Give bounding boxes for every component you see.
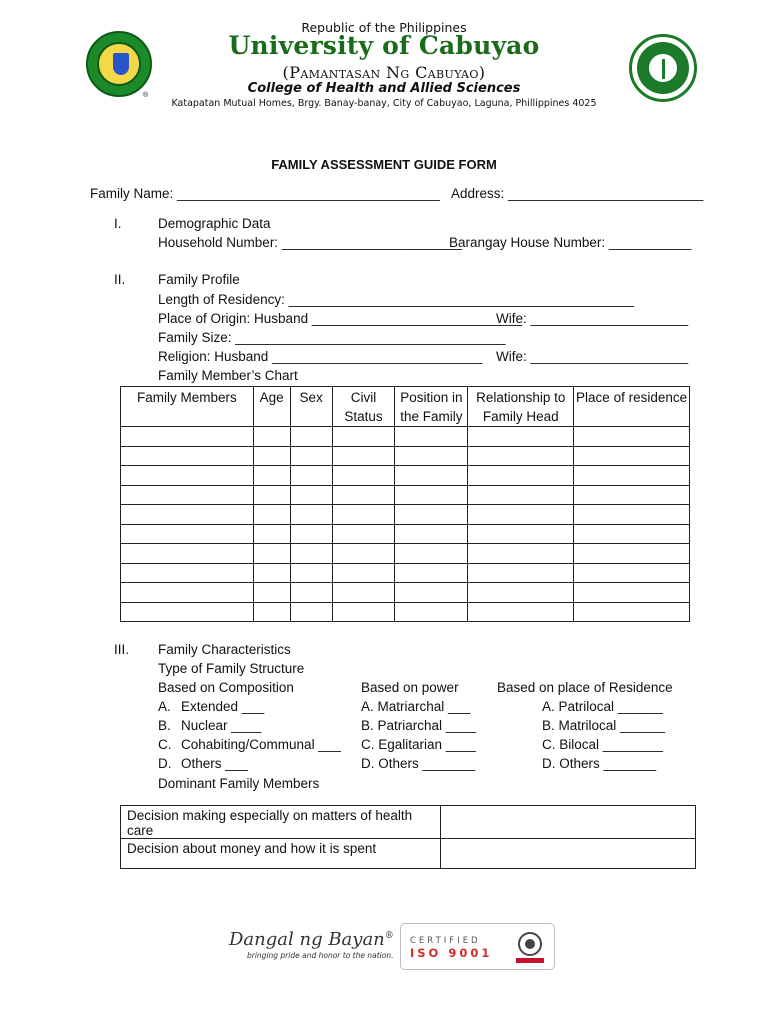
table-cell — [253, 427, 290, 447]
college-seal-icon — [629, 34, 697, 102]
composition-option: Extended ___ — [181, 699, 265, 714]
table-header-row — [121, 387, 690, 427]
table-cell — [395, 466, 468, 486]
address-field: Address: __________________________ — [451, 186, 704, 201]
table-cell — [290, 544, 332, 564]
table-cell — [332, 446, 395, 466]
table-cell — [395, 563, 468, 583]
university-name: University of Cabuyao — [228, 31, 540, 60]
section-numeral: I. — [114, 216, 122, 231]
table-cell — [468, 602, 574, 622]
composition-option: Others ___ — [181, 756, 248, 771]
table-cell — [253, 563, 290, 583]
table-cell — [468, 427, 574, 447]
decision-table — [120, 805, 696, 869]
table-cell — [253, 446, 290, 466]
decision-label: Decision about money and how it is spent — [121, 839, 441, 869]
section-heading: Family Profile — [158, 272, 240, 287]
power-heading: Based on power — [361, 680, 459, 695]
table-cell — [121, 544, 254, 564]
dangal-ng-bayan-logo: Dangal ng Bayan® — [229, 929, 394, 950]
power-option: C. Egalitarian ____ — [361, 737, 476, 752]
table-cell — [332, 524, 395, 544]
table-cell — [468, 583, 574, 603]
table-cell — [121, 563, 254, 583]
table-cell — [395, 544, 468, 564]
table-cell — [253, 602, 290, 622]
republic-line: Republic of the Philippines — [301, 20, 467, 35]
barangay-house-number-field: Barangay House Number: ___________ — [449, 235, 692, 250]
family-members-chart-label: Family Member’s Chart — [158, 368, 298, 383]
table-cell — [332, 563, 395, 583]
table-cell — [468, 466, 574, 486]
decision-answer-cell — [441, 839, 696, 869]
table-cell — [253, 524, 290, 544]
table-cell — [574, 544, 690, 564]
column-header: Age — [253, 387, 290, 427]
iso-label: ISO 9001 — [410, 946, 493, 960]
table-cell — [290, 466, 332, 486]
column-header: Sex — [290, 387, 332, 427]
place-of-origin-husband-field: Place of Origin: Husband ____________________________ — [158, 311, 523, 326]
table-cell — [574, 505, 690, 525]
table-cell — [395, 446, 468, 466]
certified-label: CERTIFIED — [410, 936, 481, 946]
table-row — [121, 446, 690, 466]
section-numeral: III. — [114, 642, 130, 657]
family-size-field: Family Size: ____________________________________ — [158, 330, 506, 345]
table-cell — [574, 466, 690, 486]
table-cell — [574, 524, 690, 544]
table-cell — [332, 485, 395, 505]
household-number-field: Household Number: ________________________ — [158, 235, 463, 250]
place-of-origin-wife-field: Wife: _____________________ — [496, 311, 689, 326]
table-row — [121, 806, 696, 839]
residence-option: B. Matrilocal ______ — [542, 718, 666, 733]
residence-option: A. Patrilocal ______ — [542, 699, 663, 714]
dominant-members-label: Dominant Family Members — [158, 776, 320, 791]
table-cell — [290, 583, 332, 603]
option-marker: C. — [158, 737, 172, 752]
dangal-tagline: bringing pride and honor to the nation. — [247, 951, 394, 960]
composition-option: Cohabiting/Communal ___ — [181, 737, 341, 752]
composition-option: Nuclear ____ — [181, 718, 262, 733]
table-row — [121, 839, 696, 869]
residence-heading: Based on place of Residence — [497, 680, 673, 695]
table-cell — [290, 446, 332, 466]
table-cell — [121, 446, 254, 466]
family-structure-label: Type of Family Structure — [158, 661, 305, 676]
table-cell — [574, 485, 690, 505]
table-cell — [290, 505, 332, 525]
table-cell — [468, 544, 574, 564]
table-cell — [121, 583, 254, 603]
power-option: B. Patriarchal ____ — [361, 718, 476, 733]
composition-heading: Based on Composition — [158, 680, 294, 695]
table-cell — [290, 427, 332, 447]
bureau-veritas-icon — [518, 932, 542, 956]
table-cell — [574, 583, 690, 603]
table-row — [121, 544, 690, 564]
power-option: D. Others _______ — [361, 756, 476, 771]
section-heading: Demographic Data — [158, 216, 271, 231]
table-row — [121, 485, 690, 505]
table-cell — [290, 524, 332, 544]
table-cell — [121, 505, 254, 525]
residence-option: C. Bilocal ________ — [542, 737, 663, 752]
table-cell — [332, 466, 395, 486]
option-marker: A. — [158, 699, 171, 714]
table-cell — [395, 583, 468, 603]
table-cell — [468, 505, 574, 525]
table-cell — [574, 563, 690, 583]
religion-wife-field: Wife: _____________________ — [496, 349, 689, 364]
power-option: A. Matriarchal ___ — [361, 699, 471, 714]
column-header: Place of residence — [574, 387, 690, 427]
table-row — [121, 466, 690, 486]
table-cell — [253, 505, 290, 525]
table-cell — [253, 583, 290, 603]
table-cell — [574, 427, 690, 447]
table-cell — [332, 505, 395, 525]
university-address: Katapatan Mutual Homes, Brgy. Banay-banay, City of Cabuyao, Laguna, Phillippines 4025 — [171, 98, 597, 109]
form-title: FAMILY ASSESSMENT GUIDE FORM — [271, 157, 497, 172]
table-cell — [290, 485, 332, 505]
table-cell — [332, 544, 395, 564]
decision-label: Decision making especially on matters of health care — [121, 806, 441, 839]
family-members-table — [120, 386, 690, 622]
family-name-field: Family Name: ___________________________________ — [90, 186, 440, 201]
table-cell — [253, 485, 290, 505]
table-cell — [468, 524, 574, 544]
bureau-veritas-bar — [516, 958, 544, 963]
decision-answer-cell — [441, 806, 696, 839]
table-cell — [290, 563, 332, 583]
table-row — [121, 563, 690, 583]
table-cell — [395, 485, 468, 505]
table-cell — [574, 602, 690, 622]
table-cell — [121, 602, 254, 622]
option-marker: B. — [158, 718, 171, 733]
section-heading: Family Characteristics — [158, 642, 291, 657]
table-cell — [468, 485, 574, 505]
column-header: Civil Status — [332, 387, 395, 427]
table-cell — [121, 466, 254, 486]
table-row — [121, 524, 690, 544]
table-cell — [468, 446, 574, 466]
table-cell — [121, 485, 254, 505]
residence-option: D. Others _______ — [542, 756, 657, 771]
table-cell — [468, 563, 574, 583]
table-row — [121, 505, 690, 525]
column-header: Relationship to Family Head — [468, 387, 574, 427]
table-cell — [253, 544, 290, 564]
table-cell — [395, 505, 468, 525]
university-local-name: (Pamantasan Ng Cabuyao) — [282, 63, 486, 82]
table-cell — [332, 602, 395, 622]
table-cell — [253, 466, 290, 486]
table-cell — [395, 602, 468, 622]
table-row — [121, 427, 690, 447]
table-cell — [574, 446, 690, 466]
table-cell — [395, 524, 468, 544]
table-row — [121, 583, 690, 603]
religion-husband-field: Religion: Husband ____________________________ — [158, 349, 483, 364]
table-row — [121, 602, 690, 622]
column-header: Family Members — [121, 387, 254, 427]
length-of-residency-field: Length of Residency: ______________________________________________ — [158, 292, 634, 307]
registered-mark: ® — [143, 92, 149, 99]
column-header: Position in the Family — [395, 387, 468, 427]
table-cell — [121, 524, 254, 544]
option-marker: D. — [158, 756, 172, 771]
table-cell — [395, 427, 468, 447]
section-numeral: II. — [114, 272, 126, 287]
college-name: College of Health and Allied Sciences — [247, 81, 521, 96]
table-cell — [121, 427, 254, 447]
table-cell — [332, 583, 395, 603]
table-cell — [290, 602, 332, 622]
table-cell — [332, 427, 395, 447]
